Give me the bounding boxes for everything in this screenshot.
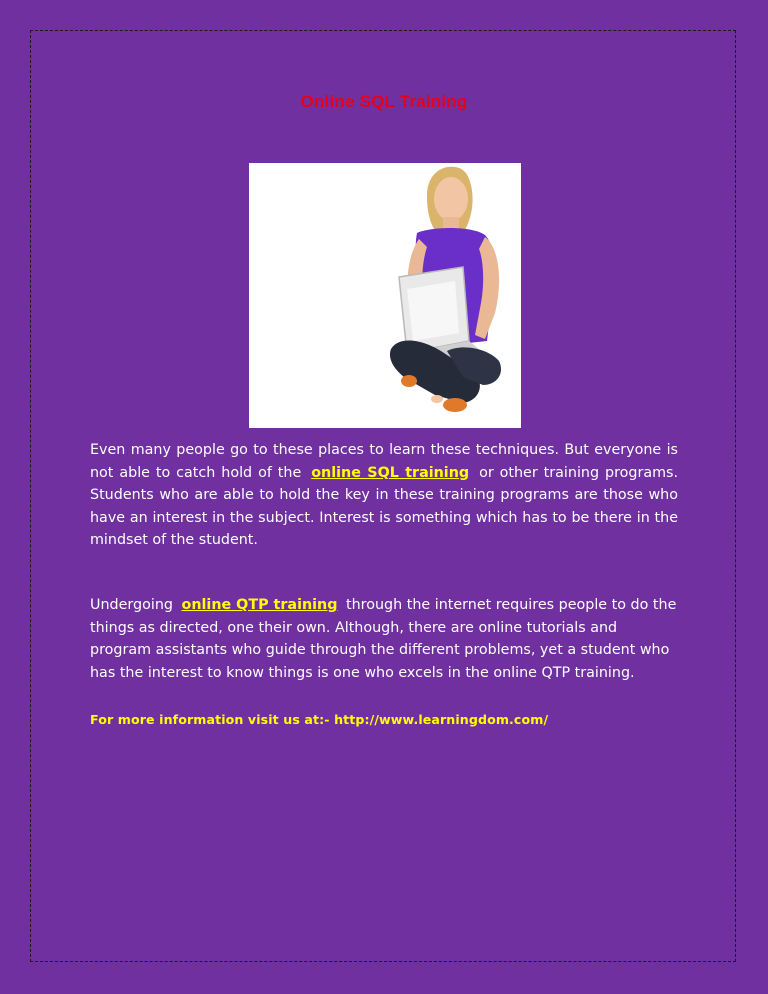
woman-with-laptop-photo — [249, 163, 521, 428]
paragraph-text: through the internet requires people to do the things as directed, one their own. Although, there are online tutorials and program assistants who guide through the different problems, yet a student who has the interest to know things is one who excels in the online QTP training. — [90, 597, 677, 681]
online-qtp-training-link[interactable]: online QTP training — [181, 597, 338, 613]
paragraph-text: Undergoing — [90, 597, 173, 613]
paragraph-text: or other training programs. Students who are able to hold the key in these training programs are those who have an interest in the subject. Interest is something which has to be there in the mindset of the student. — [90, 464, 679, 548]
page-title: Online SQL Training — [300, 92, 468, 111]
qtp-paragraph — [90, 594, 680, 684]
contact-info: For more information visit us at:- http://www.learningdom.com/ — [90, 712, 549, 727]
intro-paragraph — [90, 439, 678, 552]
online-sql-training-link[interactable]: online SQL training — [311, 464, 470, 481]
paragraph-text: Even many people go to these places to learn these techniques. But everyone is not able to catch hold of the — [90, 442, 678, 481]
